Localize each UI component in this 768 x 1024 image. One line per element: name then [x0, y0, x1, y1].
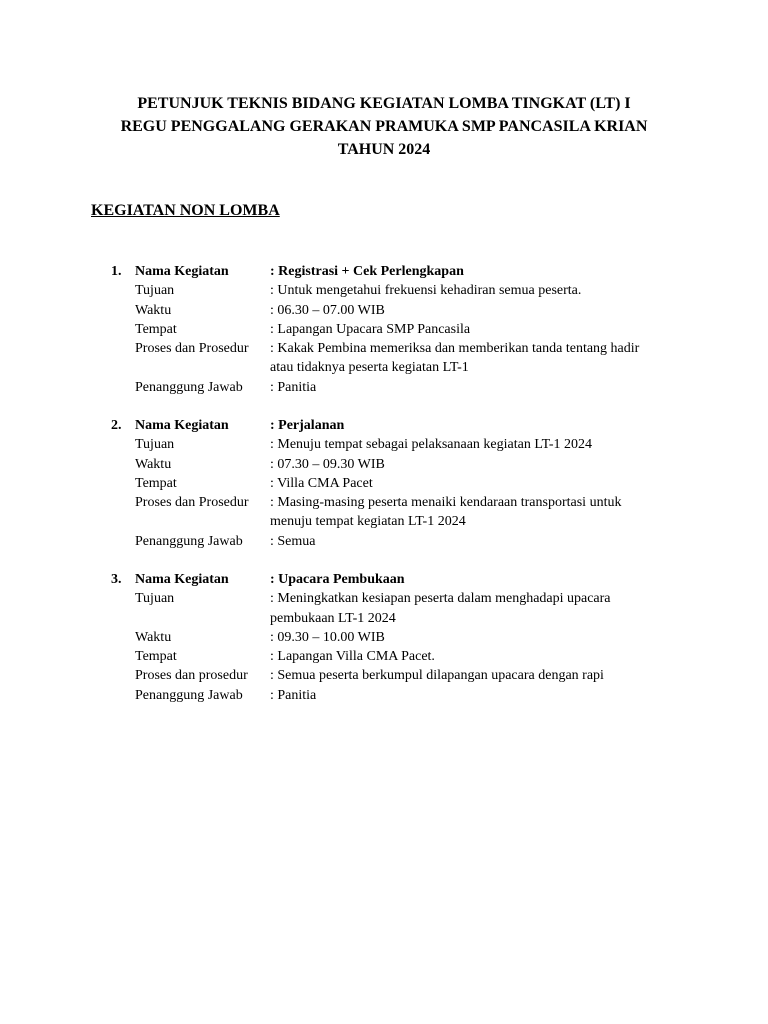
tujuan-row [0, 589, 768, 628]
tempat-row [0, 320, 768, 339]
penanggung-jawab-row [0, 532, 768, 551]
proses-label: Proses dan Prosedur [135, 495, 249, 511]
activity-name-label: Nama Kegiatan [135, 264, 229, 279]
proses-value [270, 493, 680, 532]
proses-label: Proses dan prosedur [135, 668, 248, 684]
tempat-value: : Lapangan Upacara SMP Pancasila [270, 321, 471, 337]
activity-name-value: : Upacara Pembukaan [270, 572, 405, 587]
tujuan-line-1: : Meningkatkan kesiapan peserta dalam menghadapi upacara [270, 591, 611, 607]
proses-line-2: atau tidaknya peserta kegiatan LT-1 [270, 360, 469, 376]
tujuan-value: : Menuju tempat sebagai pelaksanaan kegiatan LT-1 2024 [270, 437, 593, 453]
item-number: 2. [111, 418, 122, 433]
waktu-label: Waktu [135, 456, 172, 472]
proses-line-2: menuju tempat kegiatan LT-1 2024 [270, 514, 466, 530]
penanggung-jawab-row [0, 686, 768, 705]
waktu-label: Waktu [135, 629, 172, 645]
activity-name-row [0, 570, 768, 589]
item-number: 1. [111, 264, 122, 279]
activity-name-label: Nama Kegiatan [135, 418, 229, 433]
proses-label: Proses dan Prosedur [135, 341, 249, 357]
activity-name-value: : Registrasi + Cek Perlengkapan [270, 264, 464, 279]
waktu-row [0, 301, 768, 320]
proses-line-1: : Masing-masing peserta menaiki kendaraan transportasi untuk [270, 495, 622, 511]
waktu-value: : 06.30 – 07.00 WIB [270, 302, 385, 318]
tempat-row [0, 474, 768, 493]
tujuan-line-2: pembukaan LT-1 2024 [270, 610, 396, 626]
penanggung-jawab-value: : Semua [270, 533, 316, 549]
waktu-row [0, 455, 768, 474]
penanggung-jawab-value: : Panitia [270, 379, 317, 395]
tujuan-label: Tujuan [135, 283, 175, 299]
penanggung-jawab-label: Penanggung Jawab [135, 687, 243, 703]
waktu-label: Waktu [135, 302, 172, 318]
waktu-row [0, 628, 768, 647]
proses-row [0, 666, 768, 685]
penanggung-jawab-row [0, 378, 768, 397]
tujuan-label: Tujuan [135, 437, 175, 453]
activity-name-row [0, 416, 768, 435]
tujuan-label: Tujuan [135, 591, 175, 607]
title-line-1: PETUNJUK TEKNIS BIDANG KEGIATAN LOMBA TINGKAT (LT) I [137, 95, 631, 112]
tempat-label: Tempat [135, 321, 177, 337]
proses-value: : Semua peserta berkumpul dilapangan upacara dengan rapi [270, 668, 604, 684]
tempat-label: Tempat [135, 649, 177, 665]
tempat-row [0, 647, 768, 666]
section-heading: KEGIATAN NON LOMBA [91, 202, 280, 219]
title-line-3: TAHUN 2024 [337, 141, 431, 158]
waktu-value: : 09.30 – 10.00 WIB [270, 629, 385, 645]
activity-name-value: : Perjalanan [270, 418, 345, 433]
tujuan-row [0, 435, 768, 454]
proses-line-1: : Kakak Pembina memeriksa dan memberikan tanda tentang hadir [270, 341, 640, 357]
tempat-value: : Villa CMA Pacet [270, 475, 373, 491]
activity-name-row [0, 262, 768, 281]
item-number: 3. [111, 572, 122, 587]
penanggung-jawab-label: Penanggung Jawab [135, 533, 243, 549]
proses-row [0, 493, 768, 532]
tujuan-row [0, 281, 768, 300]
tujuan-value [270, 589, 680, 628]
title-line-2: REGU PENGGALANG GERAKAN PRAMUKA SMP PANCASILA KRIAN [120, 118, 648, 135]
penanggung-jawab-value: : Panitia [270, 687, 317, 703]
activity-item-2 [0, 416, 768, 551]
tempat-label: Tempat [135, 475, 177, 491]
tempat-value: : Lapangan Villa CMA Pacet. [270, 649, 435, 665]
activity-name-label: Nama Kegiatan [135, 572, 229, 587]
proses-row [0, 339, 768, 378]
waktu-value: : 07.30 – 09.30 WIB [270, 456, 385, 472]
penanggung-jawab-label: Penanggung Jawab [135, 379, 243, 395]
proses-value [270, 339, 680, 378]
activity-item-1 [0, 262, 768, 397]
activity-item-3 [0, 570, 768, 705]
tujuan-value: : Untuk mengetahui frekuensi kehadiran semua peserta. [270, 283, 582, 299]
document-title [0, 92, 768, 161]
